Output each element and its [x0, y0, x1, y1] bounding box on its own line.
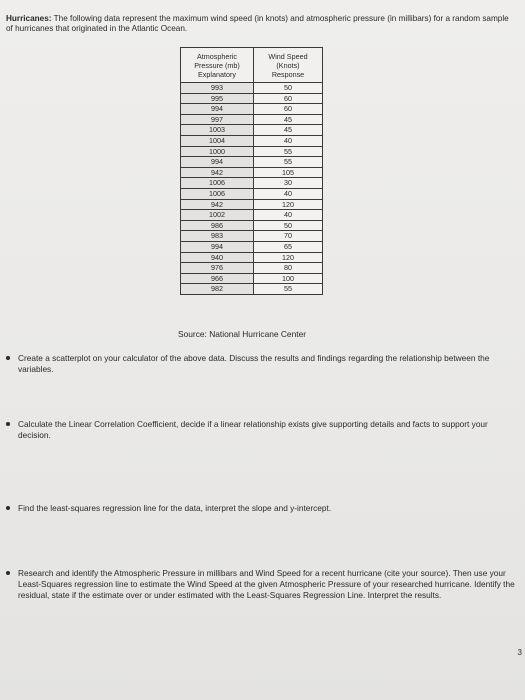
wind-speed-column-header — [254, 48, 323, 83]
pressure-cell: 982 — [181, 284, 254, 295]
intro-text: The following data represent the maximum wind speed (in knots) and atmospheric pressure (in millibars) for a random sample of hurricanes that originated in the Atlantic Ocean. — [6, 14, 509, 33]
intro-paragraph — [6, 14, 516, 34]
pressure-cell: 995 — [181, 93, 254, 104]
wind-header-line-2: (Knots) — [276, 60, 300, 70]
wind-speed-cell: 40 — [254, 188, 323, 199]
pressure-cell: 976 — [181, 263, 254, 274]
table-row — [181, 199, 323, 210]
wind-speed-cell: 55 — [254, 157, 323, 168]
table-row — [181, 167, 323, 178]
task-research-hurricane — [6, 568, 516, 601]
wind-speed-cell: 55 — [254, 146, 323, 157]
pressure-cell: 966 — [181, 273, 254, 284]
pressure-cell: 994 — [181, 157, 254, 168]
source-caption: Source: National Hurricane Center — [178, 329, 307, 339]
wind-speed-cell: 50 — [254, 220, 323, 231]
page-number: 3 — [517, 648, 522, 657]
table-row — [181, 188, 323, 199]
wind-speed-cell: 50 — [254, 83, 323, 94]
wind-speed-cell: 40 — [254, 210, 323, 221]
table-row — [181, 241, 323, 252]
table-row — [181, 210, 323, 221]
task-correlation — [6, 419, 516, 441]
task-regression-line — [6, 503, 516, 514]
table-row — [181, 125, 323, 136]
wind-speed-cell: 55 — [254, 284, 323, 295]
bullet-point — [6, 356, 10, 360]
wind-speed-cell: 100 — [254, 273, 323, 284]
pressure-cell: 986 — [181, 220, 254, 231]
task-text: Find the least-squares regression line for the data, interpret the slope and y-intercept. — [18, 503, 332, 513]
bullet-point — [6, 422, 10, 426]
wind-speed-cell: 60 — [254, 104, 323, 115]
table-row — [181, 231, 323, 242]
intro-label: Hurricanes: — [6, 14, 52, 23]
wind-speed-cell: 105 — [254, 167, 323, 178]
table-row — [181, 114, 323, 125]
pressure-cell: 1000 — [181, 146, 254, 157]
task-text: Research and identify the Atmospheric Pressure in millibars and Wind Speed for a recent hurricane (cite your source). Then use your Least-Squares regression line to estimate the Wind Speed at the given Atmospheric Pressure of your researched hurricane. Identify the residual, state if the estimate over or under estimated with the Least-Squares Regression Line. Interpret the results. — [18, 568, 515, 600]
table-row — [181, 263, 323, 274]
wind-speed-cell: 30 — [254, 178, 323, 189]
wind-speed-cell: 80 — [254, 263, 323, 274]
pressure-cell: 983 — [181, 231, 254, 242]
task-text: Create a scatterplot on your calculator of the above data. Discuss the results and findings regarding the relationship between the variables. — [18, 353, 490, 374]
pressure-cell: 1004 — [181, 135, 254, 146]
wind-speed-cell: 45 — [254, 114, 323, 125]
table-row — [181, 252, 323, 263]
table-row — [181, 93, 323, 104]
wind-speed-cell: 120 — [254, 199, 323, 210]
pressure-column-header — [181, 48, 254, 83]
table-header-row — [181, 48, 323, 83]
pressure-header-line-1: Atmospheric — [197, 51, 237, 61]
table-row — [181, 157, 323, 168]
pressure-cell: 940 — [181, 252, 254, 263]
pressure-cell: 994 — [181, 104, 254, 115]
table-row — [181, 273, 323, 284]
pressure-header-line-2: Pressure (mb) — [194, 60, 240, 70]
task-scatterplot — [6, 353, 516, 375]
pressure-header-line-3: Explanatory — [198, 69, 236, 79]
wind-header-line-1: Wind Speed — [268, 51, 308, 61]
pressure-cell: 993 — [181, 83, 254, 94]
pressure-cell: 942 — [181, 199, 254, 210]
pressure-cell: 1006 — [181, 188, 254, 199]
table-row — [181, 220, 323, 231]
wind-speed-cell: 120 — [254, 252, 323, 263]
table-row — [181, 83, 323, 94]
wind-speed-cell: 70 — [254, 231, 323, 242]
bullet-point — [6, 571, 10, 575]
wind-speed-cell: 45 — [254, 125, 323, 136]
wind-speed-cell: 60 — [254, 93, 323, 104]
hurricane-data-table — [180, 47, 323, 295]
table-row — [181, 284, 323, 295]
table-row — [181, 178, 323, 189]
pressure-cell: 997 — [181, 114, 254, 125]
task-text: Calculate the Linear Correlation Coefficient, decide if a linear relationship exists give supporting details and facts to support your decision. — [18, 419, 488, 440]
pressure-cell: 942 — [181, 167, 254, 178]
wind-header-line-3: Response — [271, 69, 305, 79]
bullet-point — [6, 506, 10, 510]
pressure-cell: 1003 — [181, 125, 254, 136]
wind-speed-cell: 65 — [254, 241, 323, 252]
table-row — [181, 104, 323, 115]
pressure-cell: 994 — [181, 241, 254, 252]
wind-speed-cell: 40 — [254, 135, 323, 146]
pressure-cell: 1002 — [181, 210, 254, 221]
table-row — [181, 135, 323, 146]
pressure-cell: 1006 — [181, 178, 254, 189]
table-row — [181, 146, 323, 157]
